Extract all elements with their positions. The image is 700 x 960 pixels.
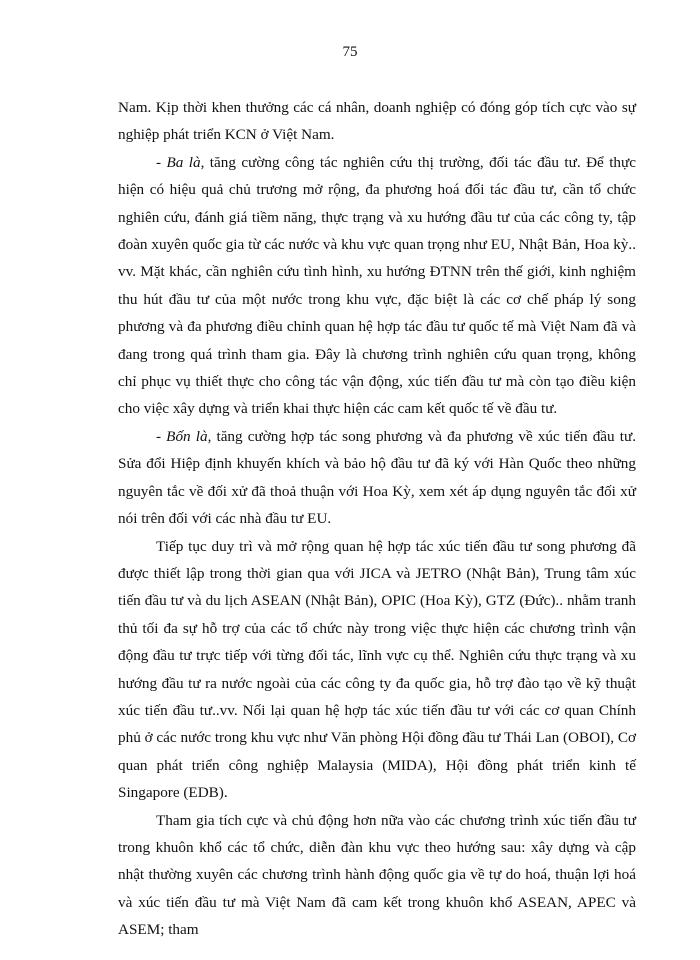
paragraph-bon-la: - Bốn là, tăng cường hợp tác song phương và đa phương về xúc tiến đầu tư. Sửa đổi Hiệp định khuyến khích và bảo hộ đầu tư đã ký với Hàn Quốc theo những nguyên tắc về đối xử đã thoả thuận với Hoa Kỳ, xem xét áp dụng nguyên tắc đối xử nói trên đối với các nhà đầu tư EU. bbox=[118, 427, 636, 528]
page-number: 75 bbox=[342, 44, 358, 60]
paragraph-ba-la: - Ba là, tăng cường công tác nghiên cứu thị trường, đối tác đầu tư. Để thực hiện có hiệu quả chủ trương mở rộng, đa phương hoá đối tác đầu tư, cần tổ chức nghiên cứu, đánh giá tiềm năng, thực trạng và xu hướng đầu tư của các công ty, tập đoàn xuyên quốc gia từ các nước và khu vực quan trọng như EU, Nhật Bản, Hoa kỳ.. vv. Mặt khác, cần nghiên cứu tình hình, xu hướng ĐTNN trên thế giới, kinh nghiệm thu hút đầu tư của một nước trong khu vực, đặc biệt là các cơ chế pháp lý song phương và đa phương điều chỉnh quan hệ hợp tác đầu tư quốc tế mà Việt Nam đã và đang trong quá trình tham gia. Đây là chương trình nghiên cứu quan trọng, không chỉ phục vụ thiết thực cho công tác vận động, xúc tiến đầu tư mà còn tạo điều kiện cho việc xây dựng và triển khai thực hiện các cam kết quốc tế về đầu tư. bbox=[118, 153, 637, 418]
paragraph-text-ba-la: , tăng cường công tác nghiên cứu thị trường, đối tác đầu tư. Để thực hiện có hiệu quả chủ trương mở rộng, đa phương hoá đối tác đầu tư, cần tổ chức nghiên cứu, đánh giá tiềm năng, thực trạng và xu hướng đầu tư của các công ty, tập đoàn xuyên quốc gia từ các nước và khu vực quan trọng như EU, Nhật Bản, Hoa kỳ.. vv. Mặt khác, cần nghiên cứu tình hình, xu hướng ĐTNN trên thế giới, kinh nghiệm thu hút đầu tư của một nước trong khu vực, đặc biệt là các cơ chế pháp lý song phương và đa phương điều chỉnh quan hệ hợp tác đầu tư quốc tế mà Việt Nam đã và đang trong quá trình tham gia. Đây là chương trình nghiên cứu quan trọng, không chỉ phục vụ thiết thực cho công tác vận động, xúc tiến đầu tư mà còn tạo điều kiện cho việc xây dựng và triển khai thực hiện các cam kết quốc tế về đầu tư. bbox=[118, 153, 637, 418]
paragraph-regional-programs: Tham gia tích cực và chủ động hơn nữa vào các chương trình xúc tiến đầu tư trong khuôn khổ các tổ chức, diễn đàn khu vực theo hướng sau: xây dựng và cập nhật thường xuyên các chương trình hành động quốc gia về tự do hoá, thuận lợi hoá và xúc tiến đầu tư mà Việt Nam đã cam kết trong khuôn khổ ASEAN, APEC và ASEM; tham bbox=[118, 811, 636, 939]
paragraph-continuation: Nam. Kịp thời khen thưởng các cá nhân, doanh nghiệp có đóng góp tích cực vào sự nghiệp phát triển KCN ở Việt Nam. bbox=[118, 99, 636, 144]
document-body bbox=[118, 94, 636, 944]
paragraph-bilateral-cooperation: Tiếp tục duy trì và mở rộng quan hệ hợp tác xúc tiến đầu tư song phương đã được thiết lập trong thời gian qua với JICA và JETRO (Nhật Bản), Trung tâm xúc tiến đầu tư và du lịch ASEAN (Nhật Bản), OPIC (Hoa Kỳ), GTZ (Đức).. nhằm tranh thủ tối đa sự hỗ trợ của các tổ chức này trong việc thực hiện các chương trình vận động đầu tư trực tiếp với từng đối tác, lĩnh vực cụ thể. Nghiên cứu thực trạng và xu hướng đầu tư ra nước ngoài của các công ty đa quốc gia, hỗ trợ đào tạo về kỹ thuật xúc tiến đầu tư..vv. Nối lại quan hệ hợp tác xúc tiến đầu tư với các cơ quan Chính phủ ở các nước trong khu vực như Văn phòng Hội đồng đầu tư Thái Lan (OBOI), Cơ quan phát triển công nghiệp Malaysia (MIDA), Hội đồng phát triển kinh tế Singapore (EDB). bbox=[118, 537, 636, 802]
paragraph-text-bon-la: , tăng cường hợp tác song phương và đa phương về xúc tiến đầu tư. Sửa đổi Hiệp định khuyến khích và bảo hộ đầu tư đã ký với Hàn Quốc theo những nguyên tắc về đối xử đã thoả thuận với Hoa Kỳ, xem xét áp dụng nguyên tắc đối xử nói trên đối với các nhà đầu tư EU. bbox=[118, 427, 636, 528]
paragraph-lead-ba-la: Ba là bbox=[166, 153, 201, 171]
paragraph-lead-bon-la: Bốn là bbox=[166, 427, 208, 445]
